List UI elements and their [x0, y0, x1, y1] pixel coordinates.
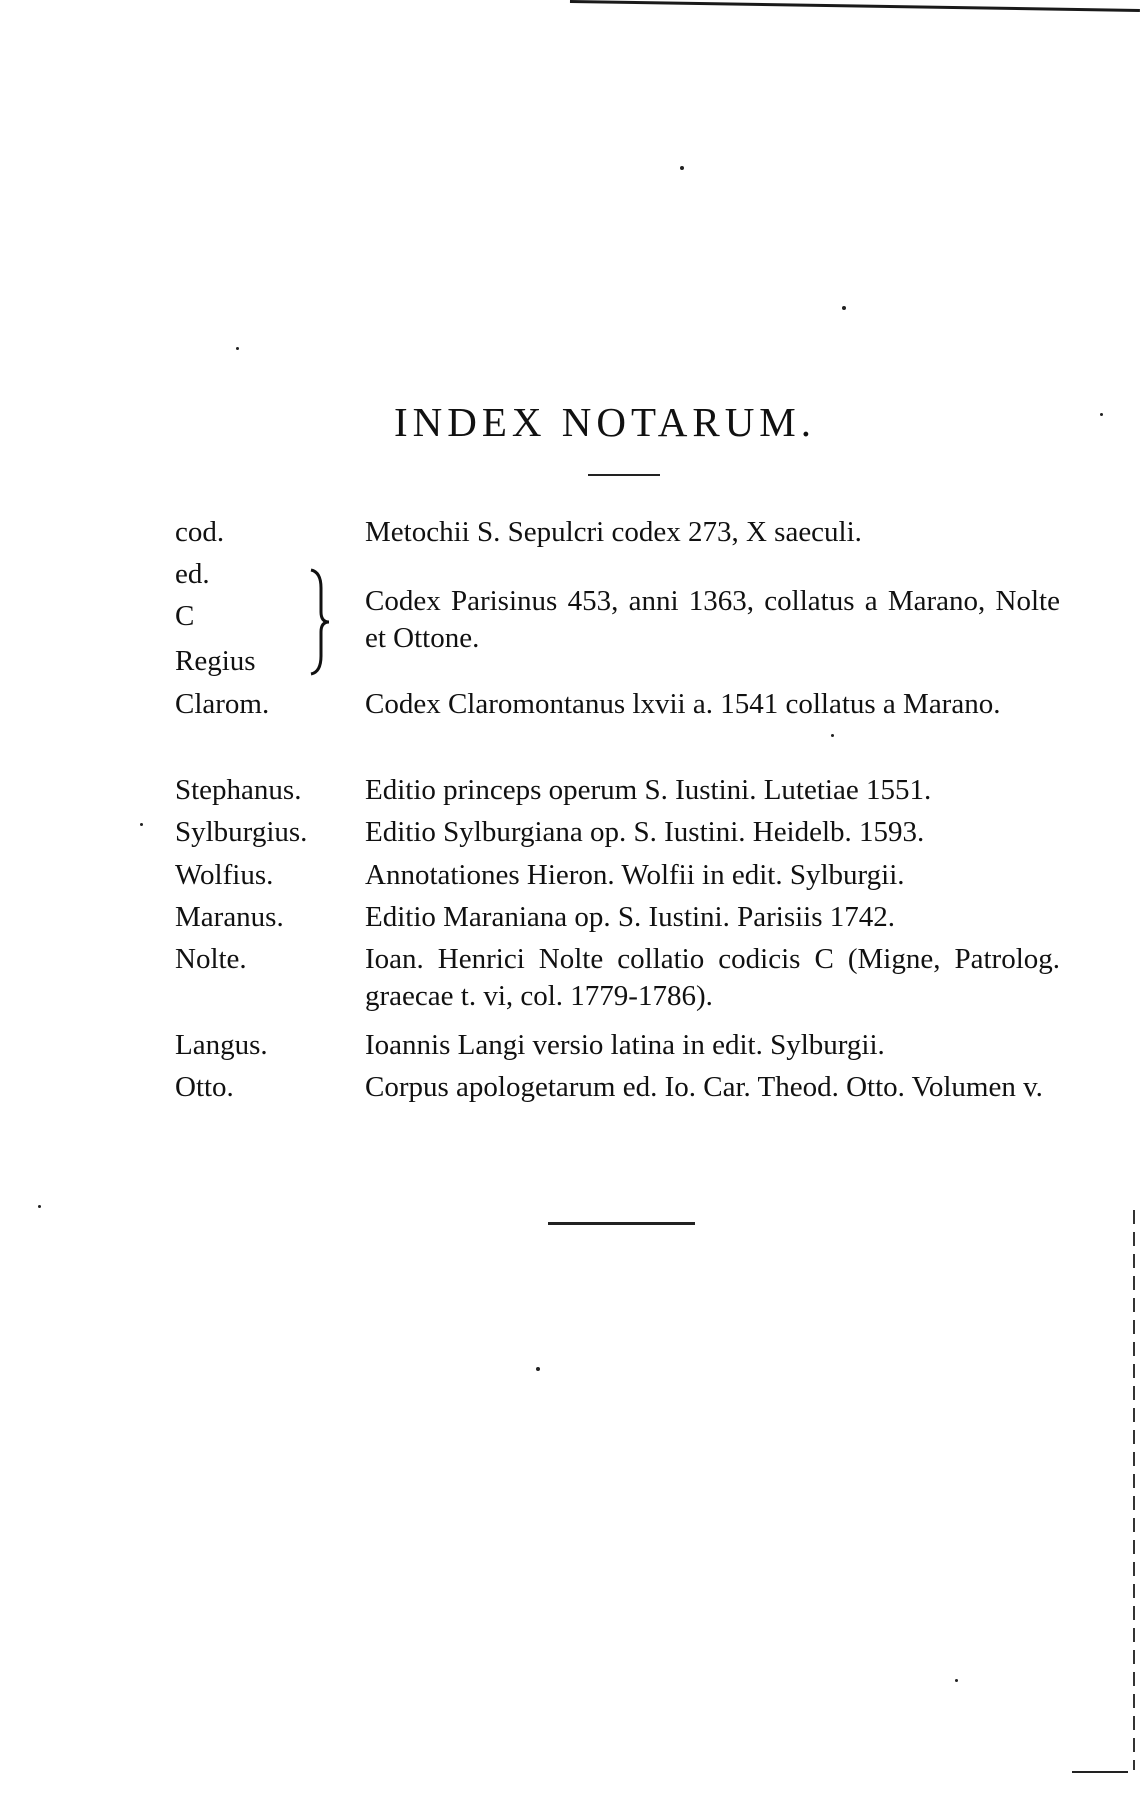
- abbr-c: C: [175, 600, 195, 632]
- abbr-nolte: Nolte.: [175, 943, 247, 975]
- desc-otto: Corpus apologetarum ed. Io. Car. Theod. Otto. Volumen v.: [365, 1071, 1043, 1103]
- desc-claromontanus: Codex Claromontanus lxvii a. 1541 collatus a Marano.: [365, 688, 1001, 720]
- desc-langus: Ioannis Langi versio latina in edit. Sylburgii.: [365, 1029, 885, 1061]
- desc-nolte: Ioan. Henrici Nolte collatio codicis C (Migne, Patrolog. graecae t. vi, col. 1779-1786).: [365, 943, 1060, 1012]
- closing-rule: [548, 1222, 695, 1225]
- desc-codex-parisinus: Codex Parisinus 453, anni 1363, collatus a Marano, Nolte et Ottone.: [365, 585, 1060, 654]
- abbr-stephanus: Stephanus.: [175, 774, 302, 806]
- desc-stephanus: Editio princeps operum S. Iustini. Lutetiae 1551.: [365, 774, 932, 806]
- abbr-otto: Otto.: [175, 1071, 234, 1103]
- abbr-sylburgius: Sylburgius.: [175, 816, 308, 848]
- abbr-regius: Regius: [175, 645, 256, 677]
- desc-cod: Metochii S. Sepulcri codex 273, X saeculi.: [365, 516, 862, 548]
- abbr-ed: ed.: [175, 558, 210, 590]
- abbr-clarom: Clarom.: [175, 688, 270, 720]
- abbr-langus: Langus.: [175, 1029, 268, 1061]
- desc-wolfius: Annotationes Hieron. Wolfii in edit. Sylburgii.: [365, 859, 905, 891]
- desc-maranus: Editio Maraniana op. S. Iustini. Parisiis 1742.: [365, 901, 896, 933]
- desc-sylburgius: Editio Sylburgiana op. S. Iustini. Heidelb. 1593.: [365, 816, 925, 848]
- abbr-cod: cod.: [175, 516, 225, 548]
- abbr-maranus: Maranus.: [175, 901, 284, 933]
- grouping-brace: [309, 568, 331, 676]
- abbr-wolfius: Wolfius.: [175, 859, 274, 891]
- page-title: INDEX NOTARUM.: [393, 399, 817, 445]
